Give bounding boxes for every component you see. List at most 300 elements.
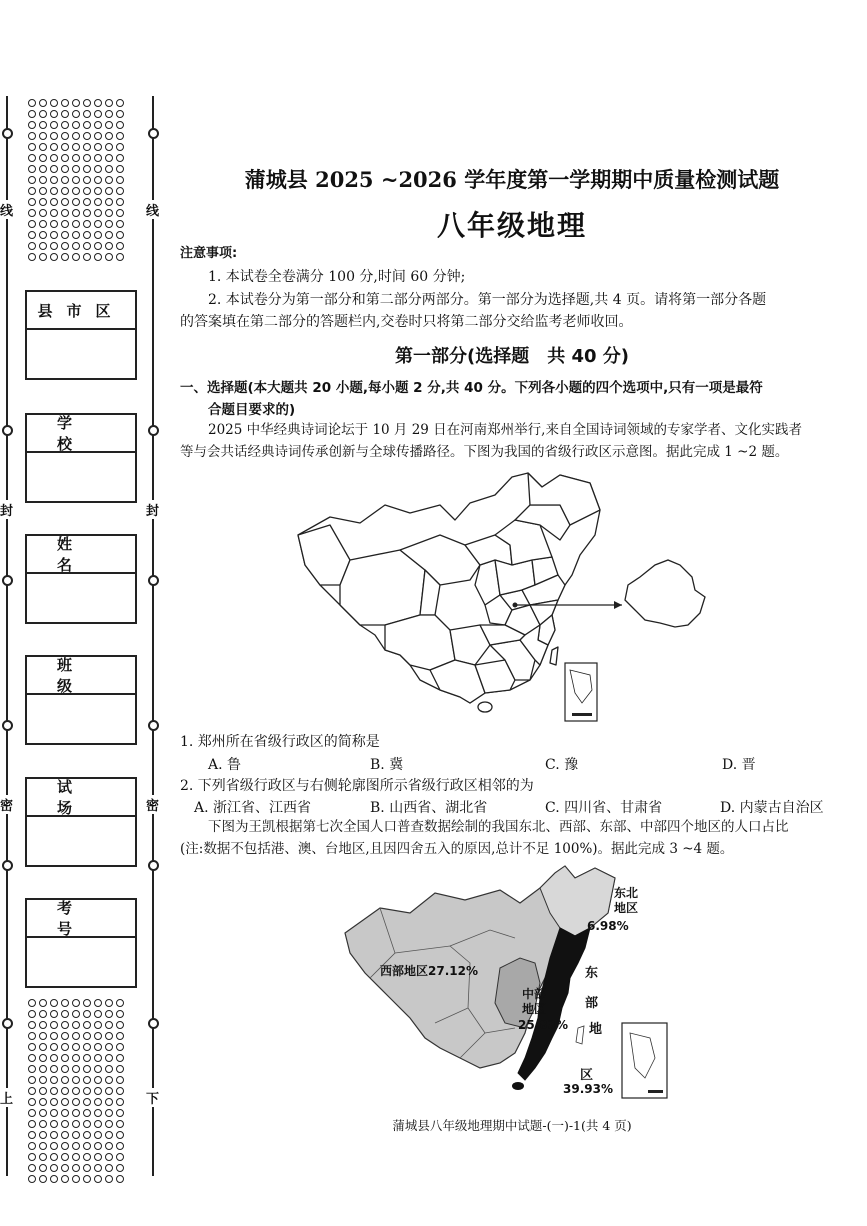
dot-mark (94, 121, 102, 129)
dot-mark (72, 143, 80, 151)
dot-mark (83, 99, 91, 107)
binding-hole (2, 128, 13, 139)
dot-mark (105, 1021, 113, 1029)
field-room-label: 试场 (27, 779, 135, 817)
dot-mark (116, 198, 124, 206)
dot-mark (39, 1010, 47, 1018)
dot-mark (61, 1098, 69, 1106)
field-room-box (25, 777, 137, 867)
dot-mark (50, 1175, 58, 1183)
dot-mark (28, 1131, 36, 1139)
dot-mark (105, 1109, 113, 1117)
dot-mark (83, 1032, 91, 1040)
dot-mark (83, 187, 91, 195)
binding-hole (148, 1018, 159, 1029)
dot-mark (72, 220, 80, 228)
dot-mark (94, 1076, 102, 1084)
dot-mark (83, 220, 91, 228)
field-county-box (25, 290, 137, 380)
binding-hole (148, 128, 159, 139)
dot-mark (39, 1131, 47, 1139)
dot-mark (94, 231, 102, 239)
q1-option-b[interactable]: B. 冀 (370, 757, 404, 773)
dot-mark (94, 165, 102, 173)
notice-item-1: 1. 本试卷全卷满分 100 分,时间 60 分钟; (208, 269, 466, 285)
dot-mark (72, 110, 80, 118)
dot-mark (50, 1076, 58, 1084)
dot-mark (72, 154, 80, 162)
dot-mark (50, 220, 58, 228)
dot-mark (61, 1043, 69, 1051)
dot-mark (50, 121, 58, 129)
dot-mark (94, 132, 102, 140)
dot-mark (50, 253, 58, 261)
field-school-input[interactable] (27, 453, 135, 503)
dot-mark (116, 187, 124, 195)
dot-mark (39, 1021, 47, 1029)
dot-mark (28, 253, 36, 261)
dot-mark (50, 198, 58, 206)
field-exam-no-input[interactable] (27, 938, 135, 988)
dot-mark (105, 198, 113, 206)
dot-mark (116, 1087, 124, 1095)
dot-mark (94, 154, 102, 162)
dot-mark (116, 121, 124, 129)
q2-option-d[interactable]: D. 内蒙古自治区 (720, 800, 824, 816)
dot-mark (94, 1065, 102, 1073)
dot-mark (116, 132, 124, 140)
dot-mark (61, 1087, 69, 1095)
dot-mark (28, 1153, 36, 1161)
dot-mark (61, 1142, 69, 1150)
page-footer: 蒲城县八年级地理期中试题-(一)-1(共 4 页) (392, 1118, 632, 1133)
dot-mark (61, 231, 69, 239)
q2-option-c[interactable]: C. 四川省、甘肃省 (545, 800, 663, 816)
dot-mark (83, 1054, 91, 1062)
binding-char: 封 (146, 500, 159, 519)
dot-mark (116, 1109, 124, 1117)
central-label-line-2: 地区 (522, 1002, 547, 1016)
dot-mark (72, 1032, 80, 1040)
dot-mark (61, 1153, 69, 1161)
dot-mark (39, 1032, 47, 1040)
q2-stem: 2. 下列省级行政区与右侧轮廓图所示省级行政区相邻的为 (180, 778, 534, 794)
dot-mark (61, 209, 69, 217)
dot-mark (50, 999, 58, 1007)
dot-mark (28, 132, 36, 140)
east-region-value: 39.93% (563, 1082, 613, 1096)
dot-mark (83, 1043, 91, 1051)
dot-mark (50, 231, 58, 239)
dot-mark (83, 1010, 91, 1018)
central-label-line-1: 中部 (522, 987, 547, 1001)
notice-heading: 注意事项: (180, 246, 238, 261)
q1-option-a[interactable]: A. 鲁 (208, 757, 242, 773)
dot-mark (28, 999, 36, 1007)
dot-mark (50, 154, 58, 162)
dot-mark (61, 1021, 69, 1029)
dot-mark (28, 176, 36, 184)
dot-mark (61, 1164, 69, 1172)
section-instructions-line-1: 一、选择题(本大题共 20 小题,每小题 2 分,共 40 分。下列各小题的四个选项中,只有一项是最符 (180, 380, 763, 396)
dot-mark (39, 176, 47, 184)
dot-pattern-top (27, 98, 126, 263)
dot-mark (94, 187, 102, 195)
dot-mark (105, 1076, 113, 1084)
dot-mark (83, 198, 91, 206)
dot-mark (39, 220, 47, 228)
central-region-value: 25.83% (518, 1018, 568, 1032)
dot-mark (105, 231, 113, 239)
dot-mark (105, 121, 113, 129)
dot-mark (83, 1098, 91, 1106)
dot-mark (94, 1175, 102, 1183)
binding-hole (148, 425, 159, 436)
dot-mark (28, 242, 36, 250)
dot-mark (72, 1021, 80, 1029)
dot-mark (105, 1032, 113, 1040)
dot-mark (50, 165, 58, 173)
dot-mark (83, 1076, 91, 1084)
dot-mark (28, 198, 36, 206)
dot-mark (83, 154, 91, 162)
dot-mark (39, 1175, 47, 1183)
dot-mark (94, 220, 102, 228)
dot-mark (50, 209, 58, 217)
dot-mark (83, 1175, 91, 1183)
east-char-3: 地 (589, 1022, 603, 1037)
dot-mark (39, 209, 47, 217)
dot-mark (61, 1032, 69, 1040)
dot-mark (28, 99, 36, 107)
dot-mark (39, 99, 47, 107)
dot-mark (105, 187, 113, 195)
dot-mark (116, 1131, 124, 1139)
dot-mark (28, 1054, 36, 1062)
dot-mark (61, 242, 69, 250)
dot-mark (105, 1098, 113, 1106)
binding-hole (2, 425, 13, 436)
dot-mark (83, 1164, 91, 1172)
dot-mark (105, 165, 113, 173)
dot-mark (116, 1164, 124, 1172)
dot-mark (105, 1120, 113, 1128)
dot-mark (105, 154, 113, 162)
dot-mark (28, 220, 36, 228)
dot-mark (28, 209, 36, 217)
dot-mark (28, 1142, 36, 1150)
dot-mark (83, 121, 91, 129)
dot-mark (83, 242, 91, 250)
dot-mark (94, 209, 102, 217)
dot-mark (94, 1109, 102, 1117)
dot-mark (61, 1131, 69, 1139)
dot-mark (28, 154, 36, 162)
china-province-map (290, 465, 720, 725)
notice-item-2-line-1: 2. 本试卷分为第一部分和第二部分两部分。第一部分为选择题,共 4 页。请将第一部分各题 (208, 292, 767, 308)
dot-mark (72, 198, 80, 206)
dot-mark (116, 209, 124, 217)
dot-mark (83, 231, 91, 239)
dot-mark (83, 110, 91, 118)
dot-mark (83, 1109, 91, 1117)
binding-line-right (152, 96, 154, 1176)
dot-mark (72, 1164, 80, 1172)
dot-mark (116, 1175, 124, 1183)
dot-mark (50, 1065, 58, 1073)
dot-mark (94, 1021, 102, 1029)
dot-mark (61, 132, 69, 140)
dot-mark (83, 143, 91, 151)
dot-mark (105, 220, 113, 228)
passage1-line-2: 等与会共话经典诗词传承创新与全球传播路径。下图为我国的省级行政区示意图。据此完成 1 ~2 题。 (180, 444, 789, 460)
dot-mark (50, 1043, 58, 1051)
dot-mark (116, 143, 124, 151)
dot-mark (72, 1043, 80, 1051)
dot-mark (116, 1076, 124, 1084)
dot-mark (83, 1065, 91, 1073)
dot-mark (94, 242, 102, 250)
dot-mark (72, 187, 80, 195)
exam-title: 蒲城县 2025 ~2026 学年度第一学期期中质量检测试题 (244, 167, 780, 192)
dot-mark (50, 1164, 58, 1172)
dot-mark (94, 1032, 102, 1040)
field-name-input[interactable] (27, 574, 135, 624)
dot-mark (72, 176, 80, 184)
dot-mark (116, 1032, 124, 1040)
dot-mark (116, 1120, 124, 1128)
dot-mark (94, 1164, 102, 1172)
dot-mark (39, 999, 47, 1007)
binding-hole (2, 575, 13, 586)
dot-mark (39, 253, 47, 261)
dot-mark (28, 1032, 36, 1040)
northeast-region-label (614, 886, 638, 916)
dot-mark (50, 1054, 58, 1062)
dot-mark (61, 121, 69, 129)
dot-mark (50, 143, 58, 151)
dot-mark (61, 143, 69, 151)
dot-mark (28, 143, 36, 151)
dot-mark (28, 121, 36, 129)
dot-mark (61, 99, 69, 107)
dot-mark (72, 165, 80, 173)
dot-mark (28, 1021, 36, 1029)
passage2-line-2: (注:数据不包括港、澳、台地区,且因四舍五入的原因,总计不足 100%)。据此完成 3 ~4 题。 (180, 841, 734, 857)
dot-mark (28, 1043, 36, 1051)
dot-mark (116, 1142, 124, 1150)
q1-option-c[interactable]: C. 豫 (545, 757, 579, 773)
section-instructions-line-2: 合题目要求的) (208, 402, 296, 418)
dot-mark (50, 1087, 58, 1095)
dot-mark (39, 187, 47, 195)
dot-mark (39, 231, 47, 239)
dot-mark (50, 1131, 58, 1139)
dot-mark (39, 1164, 47, 1172)
dot-mark (50, 1098, 58, 1106)
dot-mark (94, 1010, 102, 1018)
dot-mark (83, 1021, 91, 1029)
dot-pattern-bottom (27, 998, 126, 1185)
northeast-label-line-1: 东北 (614, 886, 639, 900)
binding-hole (2, 720, 13, 731)
notice-item-2-line-2: 的答案填在第二部分的答题栏内,交卷时只将第二部分交给监考老师收回。 (180, 314, 633, 330)
dot-mark (50, 99, 58, 107)
dot-mark (39, 1043, 47, 1051)
field-county-input[interactable] (27, 330, 135, 380)
q1-stem: 1. 郑州所在省级行政区的简称是 (180, 734, 380, 750)
dot-mark (61, 1120, 69, 1128)
dot-mark (50, 132, 58, 140)
dot-mark (28, 1098, 36, 1106)
dot-mark (39, 198, 47, 206)
dot-mark (105, 1131, 113, 1139)
dot-mark (116, 1021, 124, 1029)
dot-mark (83, 1153, 91, 1161)
dot-mark (105, 132, 113, 140)
binding-hole (148, 575, 159, 586)
dot-mark (61, 253, 69, 261)
dot-mark (39, 1098, 47, 1106)
field-school-box (25, 413, 137, 503)
dot-mark (83, 1120, 91, 1128)
dot-mark (94, 176, 102, 184)
dot-mark (116, 231, 124, 239)
dot-mark (61, 1109, 69, 1117)
dot-mark (61, 176, 69, 184)
west-region-label: 西部地区27.12% (380, 964, 478, 978)
dot-mark (105, 1087, 113, 1095)
dot-mark (72, 231, 80, 239)
east-char-4: 区 (580, 1068, 594, 1083)
dot-mark (39, 1065, 47, 1073)
dot-mark (94, 99, 102, 107)
dot-mark (28, 1076, 36, 1084)
dot-mark (72, 1153, 80, 1161)
dot-mark (105, 1142, 113, 1150)
field-room-input[interactable] (27, 817, 135, 867)
dot-mark (39, 1153, 47, 1161)
dot-mark (39, 110, 47, 118)
dot-mark (72, 1065, 80, 1073)
dot-mark (116, 165, 124, 173)
q2-option-a[interactable]: A. 浙江省、江西省 (194, 800, 312, 816)
field-exam-no-label: 考号 (27, 900, 135, 938)
dot-mark (61, 1076, 69, 1084)
dot-mark (94, 253, 102, 261)
subject-title: 八年级地理 (436, 209, 587, 242)
dot-mark (94, 1120, 102, 1128)
dot-mark (116, 1065, 124, 1073)
dot-mark (94, 1043, 102, 1051)
dot-mark (50, 1032, 58, 1040)
dot-mark (28, 187, 36, 195)
dot-mark (105, 1153, 113, 1161)
dot-mark (50, 176, 58, 184)
dot-mark (116, 154, 124, 162)
dot-mark (116, 1043, 124, 1051)
field-class-input[interactable] (27, 695, 135, 745)
dot-mark (105, 1175, 113, 1183)
dot-mark (61, 1175, 69, 1183)
dot-mark (72, 1098, 80, 1106)
dot-mark (94, 143, 102, 151)
dot-mark (94, 198, 102, 206)
central-region-label (522, 987, 546, 1017)
dot-mark (39, 1120, 47, 1128)
dot-mark (28, 231, 36, 239)
dot-mark (50, 1153, 58, 1161)
dot-mark (116, 1010, 124, 1018)
dot-mark (28, 1087, 36, 1095)
dot-mark (39, 1087, 47, 1095)
binding-char: 下 (146, 1088, 159, 1107)
dot-mark (116, 242, 124, 250)
binding-char: 线 (146, 200, 159, 219)
dot-mark (39, 242, 47, 250)
east-char-1: 东 (585, 966, 599, 981)
dot-mark (72, 1087, 80, 1095)
dot-mark (105, 999, 113, 1007)
dot-mark (72, 121, 80, 129)
binding-char: 密 (146, 795, 159, 814)
dot-mark (105, 1043, 113, 1051)
dot-mark (83, 1142, 91, 1150)
dot-mark (116, 176, 124, 184)
dot-mark (28, 1175, 36, 1183)
dot-mark (39, 165, 47, 173)
dot-mark (83, 999, 91, 1007)
binding-char: 线 (0, 200, 13, 219)
field-class-label: 班级 (27, 657, 135, 695)
dot-mark (116, 110, 124, 118)
field-county-label: 县市区 (27, 292, 135, 330)
passage1-line-1: 2025 中华经典诗词论坛于 10 月 29 日在河南郑州举行,来自全国诗词领域的专家学者、文化实践者 (208, 422, 802, 438)
dot-mark (72, 132, 80, 140)
dot-mark (83, 176, 91, 184)
dot-mark (72, 1054, 80, 1062)
dot-mark (116, 1098, 124, 1106)
dot-mark (105, 176, 113, 184)
dot-mark (28, 1164, 36, 1172)
q1-option-d[interactable]: D. 晋 (722, 757, 756, 773)
dot-mark (50, 110, 58, 118)
field-name-box (25, 534, 137, 624)
dot-mark (39, 154, 47, 162)
binding-hole (148, 720, 159, 731)
dot-mark (116, 99, 124, 107)
dot-mark (61, 1065, 69, 1073)
dot-mark (72, 242, 80, 250)
binding-char: 上 (0, 1088, 13, 1107)
dot-mark (83, 1087, 91, 1095)
dot-mark (39, 1142, 47, 1150)
q2-option-b[interactable]: B. 山西省、湖北省 (370, 800, 488, 816)
east-char-2: 部 (585, 996, 599, 1011)
field-name-label: 姓名 (27, 536, 135, 574)
dot-mark (72, 209, 80, 217)
dot-mark (94, 1054, 102, 1062)
dot-mark (94, 1098, 102, 1106)
binding-char: 封 (0, 500, 13, 519)
dot-mark (61, 198, 69, 206)
binding-hole (148, 860, 159, 871)
dot-mark (50, 1109, 58, 1117)
dot-mark (116, 220, 124, 228)
dot-mark (39, 143, 47, 151)
dot-mark (105, 1164, 113, 1172)
dot-mark (39, 1109, 47, 1117)
